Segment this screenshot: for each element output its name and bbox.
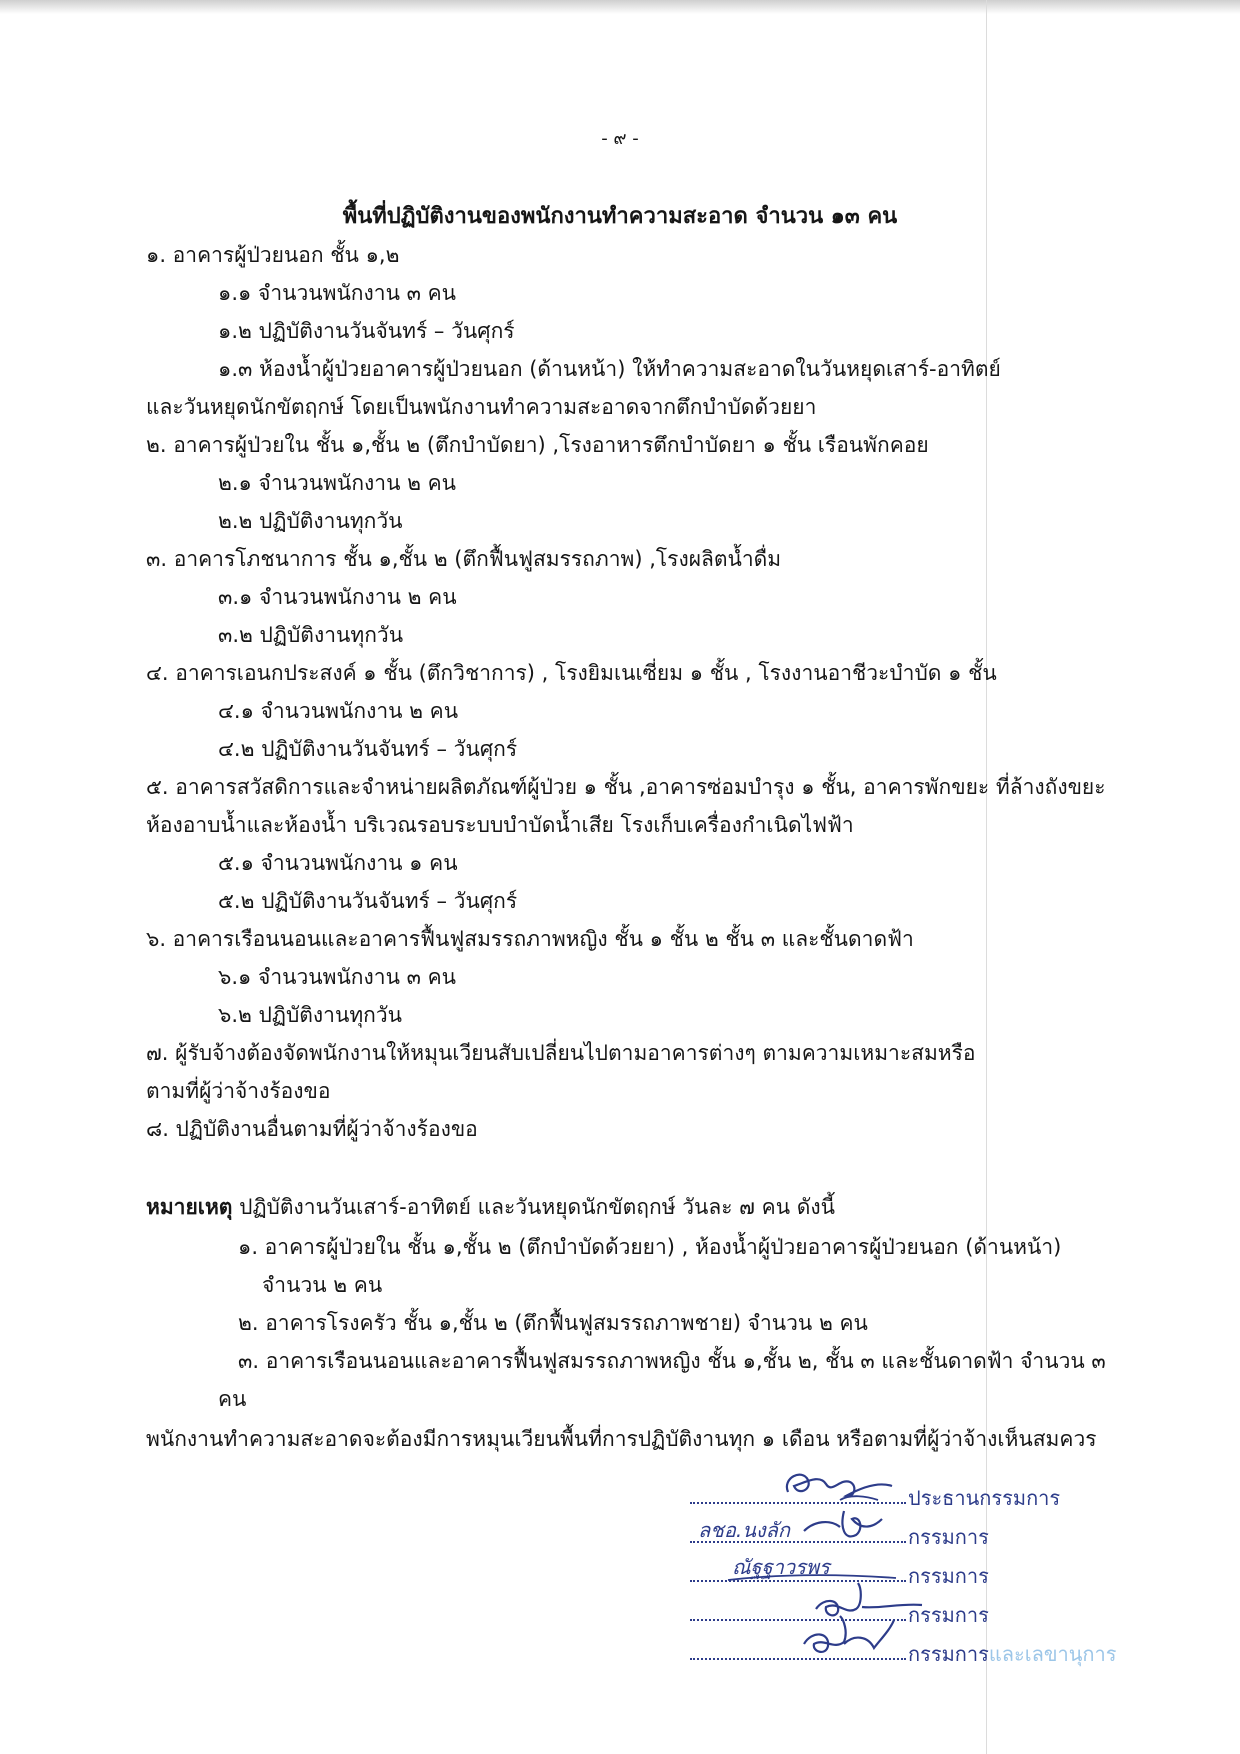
role-member: กรรมการ	[908, 1603, 989, 1627]
section-6-heading: ๖. อาคารเรือนนอนและอาคารฟื้นฟูสมรรถภาพหญิง ชั้น ๑ ชั้น ๒ ชั้น ๓ และชั้นดาดฟ้า	[146, 927, 914, 951]
section-1-heading: ๑. อาคารผู้ป่วยนอก ชั้น ๑,๒	[146, 243, 400, 267]
section-1-2: ๑.๒ ปฏิบัติงานวันจันทร์ – วันศุกร์	[218, 319, 515, 343]
page-number: - ๙ -	[601, 128, 639, 149]
section-6-2: ๖.๒ ปฏิบัติงานทุกวัน	[218, 1003, 403, 1027]
handwritten-signature	[794, 1610, 914, 1670]
note-label: หมายเหตุ	[146, 1195, 233, 1219]
role-member-and-secretary	[908, 1638, 1117, 1670]
section-5-1: ๕.๑ จำนวนพนักงาน ๑ คน	[218, 851, 458, 875]
note-item-1: ๑. อาคารผู้ป่วยใน ชั้น ๑,ชั้น ๒ (ตึกบำบัดด้วยยา) , ห้องน้ำผู้ป่วยอาคารผู้ป่วยนอก (ด้านหน้า)	[238, 1235, 1062, 1259]
section-4-1: ๔.๑ จำนวนพนักงาน ๒ คน	[218, 699, 459, 723]
section-5-heading: ๕. อาคารสวัสดิการและจำหน่ายผลิตภัณฑ์ผู้ป่วย ๑ ชั้น ,อาคารซ่อมบำรุง ๑ ชั้น, อาคารพักขยะ ที่ล้างถังขยะ	[146, 775, 1106, 799]
note-item-3-continued: คน	[218, 1387, 247, 1411]
section-6-1: ๖.๑ จำนวนพนักงาน ๓ คน	[218, 965, 457, 989]
note-text: ปฏิบัติงานวันเสาร์-อาทิตย์ และวันหยุดนักขัตฤกษ์ วันละ ๗ คน ดังนี้	[232, 1195, 835, 1219]
section-4-heading: ๔. อาคารเอนกประสงค์ ๑ ชั้น (ตึกวิชาการ) , โรงยิมเนเซี่ยม ๑ ชั้น , โรงงานอาชีวะบำบัด ๑ ชั้น	[146, 661, 997, 685]
role-chairman: ประธานกรรมการ	[908, 1486, 1061, 1510]
section-2-1: ๒.๑ จำนวนพนักงาน ๒ คน	[218, 471, 457, 495]
section-5-heading-continued: ห้องอาบน้ำและห้องน้ำ บริเวณรอบระบบบำบัดน้ำเสีย โรงเก็บเครื่องกำเนิดไฟฟ้า	[146, 813, 854, 837]
section-7: ๗. ผู้รับจ้างต้องจัดพนักงานให้หมุนเวียนสับเปลี่ยนไปตามอาคารต่างๆ ตามความเหมาะสมหรือ	[146, 1041, 976, 1065]
section-8: ๘. ปฏิบัติงานอื่นตามที่ผู้ว่าจ้างร้องขอ	[146, 1117, 478, 1141]
section-1-1: ๑.๑ จำนวนพนักงาน ๓ คน	[218, 281, 457, 305]
scan-edge	[0, 0, 1240, 14]
note-item-2: ๒. อาคารโรงครัว ชั้น ๑,ชั้น ๒ (ตึกฟื้นฟูสมรรถภาพชาย) จำนวน ๒ คน	[238, 1311, 868, 1335]
note-paragraph	[146, 1192, 835, 1222]
section-4-2: ๔.๒ ปฏิบัติงานวันจันทร์ – วันศุกร์	[218, 737, 518, 761]
section-5-2: ๕.๒ ปฏิบัติงานวันจันทร์ – วันศุกร์	[218, 889, 518, 913]
signature-row-member-3	[690, 1595, 1140, 1634]
section-7-continued: ตามที่ผู้ว่าจ้างร้องขอ	[146, 1079, 331, 1103]
signature-row-secretary	[690, 1634, 1140, 1673]
signature-block	[690, 1478, 1140, 1673]
section-3-heading: ๓. อาคารโภชนาการ ชั้น ๑,ชั้น ๒ (ตึกฟื้นฟูสมรรถภาพ) ,โรงผลิตน้ำดื่ม	[146, 547, 782, 571]
role-member-text: กรรมการ	[908, 1642, 989, 1666]
signature-dotted-line	[690, 1658, 906, 1660]
section-1-3: ๑.๓ ห้องน้ำผู้ป่วยอาคารผู้ป่วยนอก (ด้านหน้า) ให้ทำความสะอาดในวันหยุดเสาร์-อาทิตย์	[218, 357, 1001, 381]
signature-name-text: ณัฐฐาวรพร	[732, 1555, 830, 1579]
signature-name-text: ลชอ.นงลัก	[698, 1518, 791, 1542]
section-3-2: ๓.๒ ปฏิบัติงานทุกวัน	[218, 623, 404, 647]
section-1-3-continued: และวันหยุดนักขัตฤกษ์ โดยเป็นพนักงานทำความสะอาดจากตึกบำบัดด้วยยา	[146, 395, 817, 419]
role-member: กรรมการ	[908, 1564, 989, 1588]
section-2-2: ๒.๒ ปฏิบัติงานทุกวัน	[218, 509, 403, 533]
note-item-3: ๓. อาคารเรือนนอนและอาคารฟื้นฟูสมรรถภาพหญิง ชั้น ๑,ชั้น ๒, ชั้น ๓ และชั้นดาดฟ้า จำนวน ๓	[238, 1349, 1106, 1373]
note-item-1-continued: จำนวน ๒ คน	[262, 1273, 383, 1297]
role-secretary-text: และเลขานุการ	[988, 1642, 1117, 1666]
role-member: กรรมการ	[908, 1525, 989, 1549]
section-3-1: ๓.๑ จำนวนพนักงาน ๒ คน	[218, 585, 457, 609]
document-title: พื้นที่ปฏิบัติงานของพนักงานทำความสะอาด จำนวน ๑๓ คน	[342, 204, 898, 229]
section-2-heading: ๒. อาคารผู้ป่วยใน ชั้น ๑,ชั้น ๒ (ตึกบำบัดยา) ,โรงอาหารตึกบำบัดยา ๑ ชั้น เรือนพักคอย	[146, 433, 929, 457]
note-closing: พนักงานทำความสะอาดจะต้องมีการหมุนเวียนพื้นที่การปฏิบัติงานทุก ๑ เดือน หรือตามที่ผู้ว่าจ้างเห็นสมควร	[146, 1427, 1097, 1451]
